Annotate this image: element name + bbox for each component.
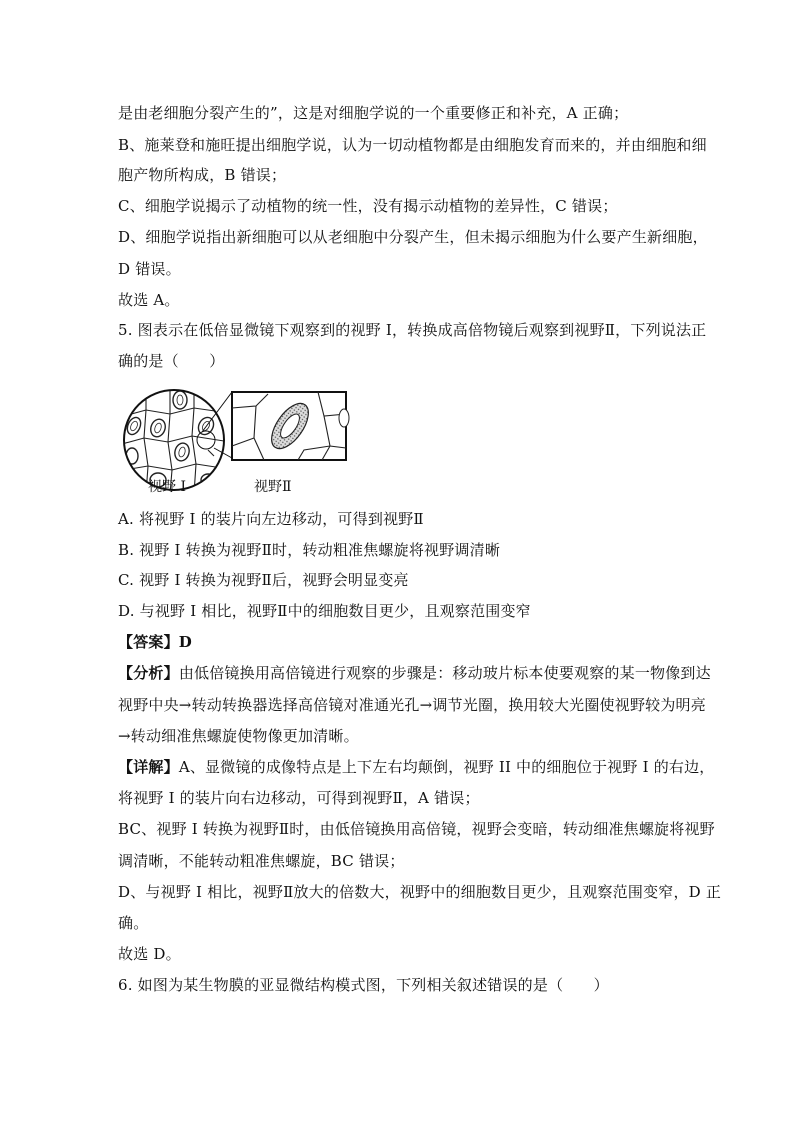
detail-label: 【详解】: [118, 758, 179, 776]
question-5-stem: 确的是（ ）: [118, 352, 225, 370]
answer-line: 【答案】D: [118, 633, 193, 651]
microscope-figure: [118, 386, 358, 498]
text-line: C、细胞学说揭示了动植物的统一性，没有揭示动植物的差异性，C 错误；: [118, 197, 618, 215]
detail-text: BC、视野 I 转换为视野Ⅱ时，由低倍镜换用高倍镜，视野会变暗，转动细准焦螺旋将视野: [118, 820, 715, 838]
text-line: D、细胞学说指出新细胞可以从老细胞中分裂产生，但未揭示细胞为什么要产生新细胞，: [118, 228, 708, 246]
detail-text: 确。: [118, 914, 149, 932]
field-two: [232, 392, 349, 460]
text-line: B、施莱登和施旺提出细胞学说，认为一切动植物都是由细胞发育而来的，并由细胞和细: [118, 136, 707, 154]
question-6-stem: 6. 如图为某生物膜的亚显微结构模式图，下列相关叙述错误的是（ ）: [118, 976, 609, 994]
option-a: A. 将视野 I 的装片向左边移动，可得到视野Ⅱ: [118, 510, 424, 528]
text-line: 是由老细胞分裂产生的”，这是对细胞学说的一个重要修正和补充，A 正确；: [118, 104, 629, 122]
detail-text: A、显微镜的成像特点是上下左右均颠倒，视野 II 中的细胞位于视野 I 的右边，: [178, 758, 715, 776]
analysis-text: 由低倍镜换用高倍镜进行观察的步骤是：移动玻片标本使要观察的某一物像到达: [178, 664, 711, 682]
question-5-stem: 5. 图表示在低倍显微镜下观察到的视野 I，转换成高倍物镜后观察到视野Ⅱ，下列说法正: [118, 321, 707, 339]
detail-text: D、与视野 I 相比，视野Ⅱ放大的倍数大，视野中的细胞数目更少，且观察范围变窄，D 正: [118, 883, 722, 901]
text-line: D 错误。: [118, 260, 181, 278]
detail-text: 将视野 I 的装片向右边移动，可得到视野Ⅱ，A 错误；: [118, 789, 480, 807]
detail-text: 故选 D。: [118, 945, 181, 963]
text-line: 胞产物所构成，B 错误；: [118, 166, 287, 184]
analysis-text: 视野中央→转动转换器选择高倍镜对准通光孔→调节光圈，换用较大光圈使视野较为明亮: [118, 696, 706, 714]
analysis-line: [118, 663, 711, 683]
text-line: 故选 A。: [118, 291, 180, 309]
detail-text: 调清晰，不能转动粗准焦螺旋，BC 错误；: [118, 852, 405, 870]
option-d: D. 与视野 I 相比，视野Ⅱ中的细胞数目更少，且观察范围变窄: [118, 602, 531, 620]
caption-field-two: 视野Ⅱ: [254, 479, 292, 495]
analysis-label: 【分析】: [118, 664, 179, 682]
option-b: B. 视野 I 转换为视野Ⅱ时，转动粗准焦螺旋将视野调清晰: [118, 541, 501, 559]
caption-field-one: 视野 I: [148, 479, 186, 495]
option-c: C. 视野 I 转换为视野Ⅱ后，视野会明显变亮: [118, 571, 409, 589]
detail-line: [118, 757, 715, 777]
analysis-text: →转动细准焦螺旋使物像更加清晰。: [118, 727, 359, 745]
